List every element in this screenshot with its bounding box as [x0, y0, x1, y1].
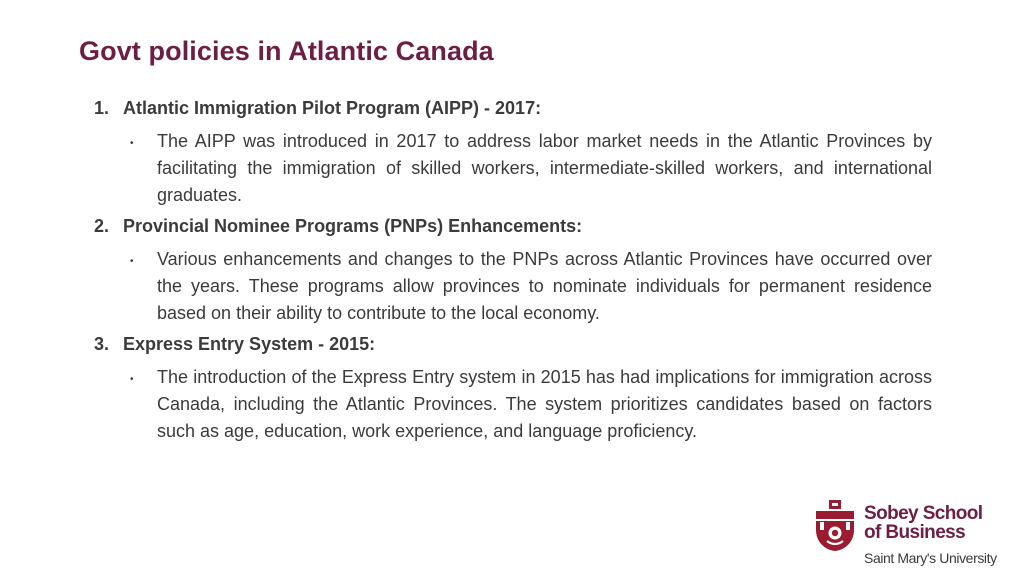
logo-subtitle: Saint Mary's University	[864, 550, 997, 566]
university-crest-icon	[812, 500, 858, 552]
policy-list	[94, 95, 934, 449]
bullet-text: Various enhancements and changes to the PNPs across Atlantic Provinces have occurred over the years. These programs allow provinces to nominate individuals for permanent residence based on their ability to contribute to the local economy.	[157, 249, 932, 323]
list-item	[94, 331, 934, 445]
item-title: Atlantic Immigration Pilot Program (AIPP) - 2017:	[123, 98, 542, 118]
item-heading	[94, 213, 934, 240]
bullet-icon: •	[130, 374, 134, 385]
page-title: Govt policies in Atlantic Canada	[79, 36, 494, 66]
logo-line-1: Sobey School	[864, 503, 983, 524]
item-title: Provincial Nominee Programs (PNPs) Enhancements:	[123, 216, 583, 236]
bullet-icon: •	[130, 256, 134, 267]
bullet-point	[130, 128, 934, 209]
list-item	[94, 213, 934, 327]
item-heading	[94, 95, 934, 122]
item-heading	[94, 331, 934, 358]
bullet-text: The AIPP was introduced in 2017 to address labor market needs in the Atlantic Provinces by facilitating the immigration of skilled workers, intermediate-skilled workers, and international graduates.	[157, 131, 932, 205]
logo-line-2: of Business	[864, 522, 966, 543]
bullet-text: The introduction of the Express Entry system in 2015 has had implications for immigration across Canada, including the Atlantic Provinces. The system prioritizes candidates based on factors such as age, education, work experience, and language proficiency.	[157, 367, 932, 441]
logo-wordmark	[864, 504, 982, 542]
bullet-icon: •	[130, 138, 134, 149]
item-number: 1.	[94, 98, 110, 118]
item-number: 3.	[94, 334, 110, 354]
item-title: Express Entry System - 2015:	[123, 334, 376, 354]
sobey-school-logo	[812, 500, 1012, 572]
list-item	[94, 95, 934, 209]
bullet-point	[130, 246, 934, 327]
item-number: 2.	[94, 216, 110, 236]
bullet-point	[130, 364, 934, 445]
